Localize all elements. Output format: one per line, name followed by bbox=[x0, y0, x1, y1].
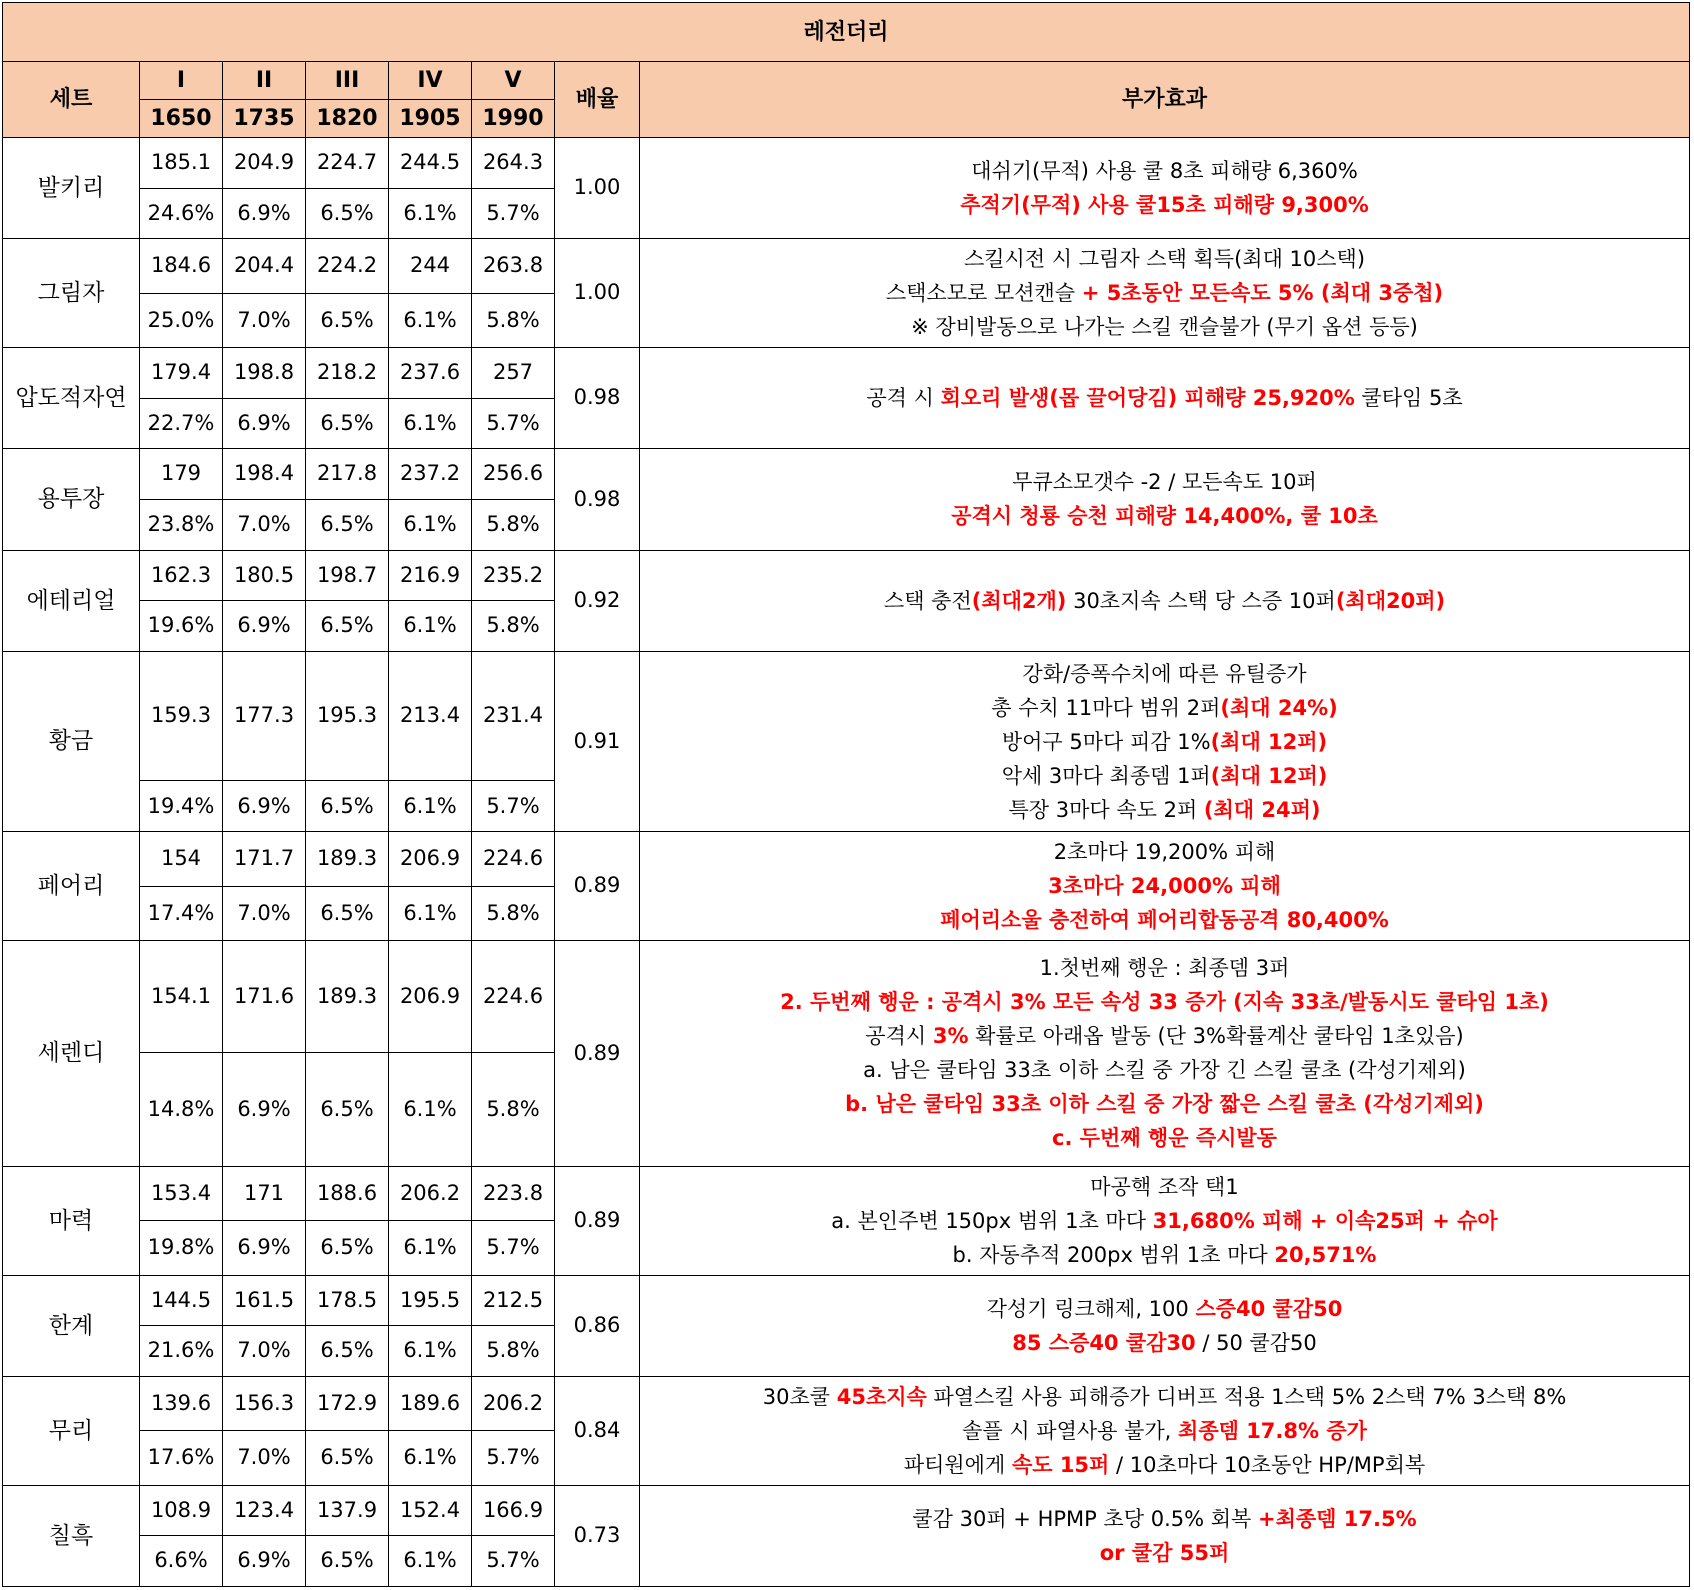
tier-pct-cell: 5.8% bbox=[472, 1326, 555, 1377]
tier-value-cell: 206.9 bbox=[389, 832, 472, 886]
table-row bbox=[3, 941, 1690, 1053]
tier-pct-cell: 6.1% bbox=[389, 1536, 472, 1587]
effect-cell bbox=[640, 348, 1690, 449]
tier-value-cell: 153.4 bbox=[140, 1166, 223, 1220]
effect-cell bbox=[640, 651, 1690, 831]
effect-text: 무큐소모갯수 -2 / 모든속도 10퍼 bbox=[1012, 470, 1317, 495]
tier-value-cell: 224.6 bbox=[472, 941, 555, 1053]
header-tier-value: 1820 bbox=[306, 100, 389, 138]
effect-highlight-text: 45초지속 bbox=[836, 1384, 927, 1409]
header-set: 세트 bbox=[3, 62, 140, 138]
tier-value-cell: 152.4 bbox=[389, 1485, 472, 1536]
tier-value-cell: 198.4 bbox=[223, 449, 306, 500]
effect-highlight-text: (최대 12퍼) bbox=[1210, 729, 1328, 754]
effect-highlight-text: (최대 24%) bbox=[1220, 695, 1338, 720]
tier-value-cell: 161.5 bbox=[223, 1275, 306, 1326]
tier-pct-cell: 5.7% bbox=[472, 1221, 555, 1275]
table-body bbox=[3, 138, 1690, 1587]
effect-text: 강화/증폭수치에 따른 유틸증가 bbox=[1022, 661, 1307, 686]
tier-pct-cell: 6.5% bbox=[306, 188, 389, 239]
effect-highlight-text: 20,571% bbox=[1274, 1242, 1377, 1267]
tier-pct-cell: 6.5% bbox=[306, 398, 389, 449]
effect-line bbox=[640, 310, 1689, 344]
tier-value-cell: 213.4 bbox=[389, 651, 472, 780]
effect-text: 방어구 5마다 피감 1% bbox=[1001, 729, 1211, 754]
effect-line bbox=[640, 985, 1689, 1019]
tier-value-cell: 204.9 bbox=[223, 138, 306, 189]
effect-text: 스택소모로 모션캔슬 bbox=[885, 281, 1082, 306]
multiplier-cell: 0.92 bbox=[555, 550, 640, 651]
tier-pct-cell: 5.8% bbox=[472, 601, 555, 652]
tier-pct-cell: 5.7% bbox=[472, 188, 555, 239]
tier-value-cell: 195.3 bbox=[306, 651, 389, 780]
effect-highlight-text: +최종뎀 17.5% bbox=[1258, 1506, 1417, 1531]
multiplier-cell: 1.00 bbox=[555, 138, 640, 239]
tier-pct-cell: 6.6% bbox=[140, 1536, 223, 1587]
multiplier-cell: 0.89 bbox=[555, 941, 640, 1167]
effect-text: / 50 쿨감50 bbox=[1195, 1330, 1317, 1355]
tier-pct-cell: 7.0% bbox=[223, 499, 306, 550]
effect-text: 공격시 bbox=[865, 1024, 933, 1049]
effect-cell bbox=[640, 138, 1690, 239]
multiplier-cell: 0.86 bbox=[555, 1275, 640, 1376]
table-row bbox=[3, 239, 1690, 293]
tier-value-cell: 171.7 bbox=[223, 832, 306, 886]
effect-line bbox=[640, 835, 1689, 869]
tier-pct-cell: 6.1% bbox=[389, 1052, 472, 1166]
effect-highlight-text: c. 두번째 행운 즉시발동 bbox=[1052, 1126, 1277, 1151]
effect-highlight-text: 공격시 청룡 승천 피해량 14,400%, 쿨 10초 bbox=[951, 504, 1378, 529]
tier-pct-cell: 6.1% bbox=[389, 293, 472, 347]
tier-value-cell: 224.6 bbox=[472, 832, 555, 886]
tier-pct-cell: 6.5% bbox=[306, 886, 389, 940]
effect-cell bbox=[640, 550, 1690, 651]
effect-line bbox=[640, 499, 1689, 533]
tier-pct-cell: 21.6% bbox=[140, 1326, 223, 1377]
tier-pct-cell: 5.8% bbox=[472, 1052, 555, 1166]
effect-text: 마공핵 조작 택1 bbox=[1090, 1174, 1239, 1199]
tier-pct-cell: 19.6% bbox=[140, 601, 223, 652]
tier-value-cell: 154.1 bbox=[140, 941, 223, 1053]
tier-value-cell: 237.6 bbox=[389, 348, 472, 399]
tier-value-cell: 257 bbox=[472, 348, 555, 399]
effect-text: 스택 충전 bbox=[883, 588, 972, 613]
tier-value-cell: 224.2 bbox=[306, 239, 389, 293]
tier-value-cell: 216.9 bbox=[389, 550, 472, 601]
multiplier-cell: 0.89 bbox=[555, 832, 640, 941]
tier-pct-cell: 6.9% bbox=[223, 1221, 306, 1275]
effect-highlight-text: (최대2개) bbox=[971, 588, 1067, 613]
tier-pct-cell: 5.8% bbox=[472, 293, 555, 347]
header-tier-roman: I bbox=[140, 62, 223, 100]
effect-line bbox=[640, 793, 1689, 827]
effect-line bbox=[640, 1502, 1689, 1536]
tier-pct-cell: 24.6% bbox=[140, 188, 223, 239]
tier-pct-cell: 6.1% bbox=[389, 601, 472, 652]
tier-pct-cell: 17.6% bbox=[140, 1431, 223, 1485]
tier-pct-cell: 7.0% bbox=[223, 886, 306, 940]
tier-value-cell: 189.3 bbox=[306, 832, 389, 886]
tier-pct-cell: 6.1% bbox=[389, 1326, 472, 1377]
table-row bbox=[3, 550, 1690, 601]
legendary-set-table bbox=[2, 2, 1690, 1587]
set-name: 무리 bbox=[3, 1376, 140, 1485]
effect-line bbox=[640, 657, 1689, 691]
effect-line bbox=[640, 1536, 1689, 1570]
effect-line bbox=[640, 242, 1689, 276]
tier-pct-cell: 6.5% bbox=[306, 1326, 389, 1377]
tier-value-cell: 264.3 bbox=[472, 138, 555, 189]
effect-line bbox=[640, 154, 1689, 188]
effect-highlight-text: 2. 두번째 행운 : 공격시 3% 모든 속성 33 증가 (지속 33초/발동시도 쿨타임 1초) bbox=[780, 990, 1549, 1015]
header-effect: 부가효과 bbox=[640, 62, 1690, 138]
effect-text: 쿨타임 5초 bbox=[1354, 386, 1463, 411]
effect-line bbox=[640, 276, 1689, 310]
tier-pct-cell: 5.7% bbox=[472, 1431, 555, 1485]
tier-value-cell: 263.8 bbox=[472, 239, 555, 293]
effect-highlight-text: 회오리 발생(몹 끌어당김) 피해량 25,920% bbox=[940, 386, 1355, 411]
tier-value-cell: 166.9 bbox=[472, 1485, 555, 1536]
effect-line bbox=[640, 465, 1689, 499]
effect-text: 각성기 링크해제, 100 bbox=[986, 1296, 1196, 1321]
tier-pct-cell: 6.5% bbox=[306, 601, 389, 652]
tier-pct-cell: 6.9% bbox=[223, 781, 306, 832]
tier-pct-cell: 6.9% bbox=[223, 1536, 306, 1587]
tier-pct-cell: 19.8% bbox=[140, 1221, 223, 1275]
tier-pct-cell: 14.8% bbox=[140, 1052, 223, 1166]
tier-value-cell: 189.3 bbox=[306, 941, 389, 1053]
effect-highlight-text: or 쿨감 55퍼 bbox=[1099, 1540, 1230, 1565]
effect-line bbox=[640, 759, 1689, 793]
tier-value-cell: 256.6 bbox=[472, 449, 555, 500]
table-row bbox=[3, 138, 1690, 189]
table-row bbox=[3, 1376, 1690, 1430]
effect-highlight-text: 31,680% 피해 + 이속25퍼 + 슈아 bbox=[1152, 1208, 1498, 1233]
multiplier-cell: 0.73 bbox=[555, 1485, 640, 1586]
tier-value-cell: 188.6 bbox=[306, 1166, 389, 1220]
tier-value-cell: 185.1 bbox=[140, 138, 223, 189]
tier-value-cell: 179 bbox=[140, 449, 223, 500]
set-name: 에테리얼 bbox=[3, 550, 140, 651]
set-name: 용투장 bbox=[3, 449, 140, 550]
effect-cell bbox=[640, 1376, 1690, 1485]
effect-cell bbox=[640, 1166, 1690, 1275]
effect-line bbox=[640, 584, 1689, 618]
effect-line bbox=[640, 725, 1689, 759]
effect-highlight-text: 추적기(무적) 사용 쿨15초 피해량 9,300% bbox=[960, 193, 1369, 218]
tier-pct-cell: 5.7% bbox=[472, 398, 555, 449]
tier-value-cell: 198.8 bbox=[223, 348, 306, 399]
effect-line bbox=[640, 381, 1689, 415]
effect-text: a. 본인주변 150px 범위 1초 마다 bbox=[831, 1208, 1153, 1233]
effect-text: 솔플 시 파열사용 불가, bbox=[962, 1418, 1179, 1443]
table-title: 레전더리 bbox=[3, 3, 1690, 62]
effect-text: 쿨감 30퍼 + HPMP 초당 0.5% 회복 bbox=[912, 1506, 1259, 1531]
tier-pct-cell: 7.0% bbox=[223, 293, 306, 347]
tier-value-cell: 206.2 bbox=[389, 1166, 472, 1220]
effect-text: 공격 시 bbox=[866, 386, 941, 411]
multiplier-cell: 0.98 bbox=[555, 449, 640, 550]
tier-pct-cell: 5.7% bbox=[472, 1536, 555, 1587]
set-name: 그림자 bbox=[3, 239, 140, 348]
table-row bbox=[3, 348, 1690, 399]
set-name: 압도적자연 bbox=[3, 348, 140, 449]
effect-cell bbox=[640, 1275, 1690, 1376]
effect-text: 2초마다 19,200% 피해 bbox=[1053, 840, 1276, 865]
tier-value-cell: 108.9 bbox=[140, 1485, 223, 1536]
tier-value-cell: 204.4 bbox=[223, 239, 306, 293]
effect-highlight-text: b. 남은 쿨타임 33초 이하 스킬 중 가장 짧은 스킬 쿨초 (각성기제외) bbox=[845, 1092, 1484, 1117]
tier-value-cell: 162.3 bbox=[140, 550, 223, 601]
tier-value-cell: 159.3 bbox=[140, 651, 223, 780]
tier-pct-cell: 5.7% bbox=[472, 781, 555, 832]
tier-value-cell: 172.9 bbox=[306, 1376, 389, 1430]
effect-text: 30초쿨 bbox=[762, 1384, 837, 1409]
effect-text: 특장 3마다 속도 2퍼 bbox=[1008, 797, 1204, 822]
effect-text: 확률로 아래옵 발동 (단 3%확률계산 쿨타임 1초있음) bbox=[968, 1024, 1464, 1049]
tier-pct-cell: 25.0% bbox=[140, 293, 223, 347]
header-tier-value: 1905 bbox=[389, 100, 472, 138]
effect-text: 파티원에게 bbox=[903, 1452, 1012, 1477]
tier-value-cell: 189.6 bbox=[389, 1376, 472, 1430]
effect-text: 1.첫번째 행운 : 최종뎀 3퍼 bbox=[1039, 956, 1290, 981]
tier-pct-cell: 6.1% bbox=[389, 781, 472, 832]
tier-value-cell: 156.3 bbox=[223, 1376, 306, 1430]
effect-line bbox=[640, 951, 1689, 985]
effect-highlight-text: + 5초동안 모든속도 5% (최대 3중첩) bbox=[1081, 281, 1444, 306]
tier-pct-cell: 6.9% bbox=[223, 188, 306, 239]
tier-pct-cell: 5.8% bbox=[472, 886, 555, 940]
header-tier-roman: V bbox=[472, 62, 555, 100]
set-name: 페어리 bbox=[3, 832, 140, 941]
tier-pct-cell: 19.4% bbox=[140, 781, 223, 832]
header-tier-value: 1735 bbox=[223, 100, 306, 138]
effect-highlight-text: 3% bbox=[932, 1024, 969, 1049]
effect-line bbox=[640, 869, 1689, 903]
header-tier-value: 1990 bbox=[472, 100, 555, 138]
tier-value-cell: 171 bbox=[223, 1166, 306, 1220]
tier-pct-cell: 6.9% bbox=[223, 398, 306, 449]
header-tier-roman: III bbox=[306, 62, 389, 100]
tier-pct-cell: 6.1% bbox=[389, 886, 472, 940]
multiplier-cell: 0.89 bbox=[555, 1166, 640, 1275]
effect-line bbox=[640, 1053, 1689, 1087]
effect-text: b. 자동추적 200px 범위 1초 마다 bbox=[952, 1242, 1275, 1267]
effect-cell bbox=[640, 239, 1690, 348]
table-row bbox=[3, 1485, 1690, 1536]
tier-value-cell: 123.4 bbox=[223, 1485, 306, 1536]
effect-line bbox=[640, 1292, 1689, 1326]
tier-pct-cell: 6.5% bbox=[306, 781, 389, 832]
effect-text: 스킬시전 시 그림자 스택 획득(최대 10스택) bbox=[963, 247, 1366, 272]
set-name: 마력 bbox=[3, 1166, 140, 1275]
effect-text: 파열스킬 사용 피해증가 디버프 적용 1스택 5% 2스택 7% 3스택 8% bbox=[926, 1384, 1567, 1409]
table-row bbox=[3, 832, 1690, 886]
tier-pct-cell: 6.9% bbox=[223, 601, 306, 652]
tier-value-cell: 179.4 bbox=[140, 348, 223, 399]
tier-pct-cell: 6.5% bbox=[306, 1536, 389, 1587]
tier-value-cell: 224.7 bbox=[306, 138, 389, 189]
effect-line bbox=[640, 188, 1689, 222]
tier-value-cell: 198.7 bbox=[306, 550, 389, 601]
effect-line bbox=[640, 1019, 1689, 1053]
tier-value-cell: 154 bbox=[140, 832, 223, 886]
tier-value-cell: 137.9 bbox=[306, 1485, 389, 1536]
tier-pct-cell: 6.5% bbox=[306, 293, 389, 347]
tier-pct-cell: 6.1% bbox=[389, 188, 472, 239]
tier-value-cell: 223.8 bbox=[472, 1166, 555, 1220]
effect-highlight-text: (최대 24퍼) bbox=[1203, 797, 1321, 822]
effect-highlight-text: (최대 12퍼) bbox=[1210, 763, 1328, 788]
tier-pct-cell: 22.7% bbox=[140, 398, 223, 449]
effect-highlight-text: 스증40 쿨감50 bbox=[1195, 1296, 1343, 1321]
tier-pct-cell: 23.8% bbox=[140, 499, 223, 550]
tier-value-cell: 139.6 bbox=[140, 1376, 223, 1430]
effect-line bbox=[640, 1414, 1689, 1448]
tier-value-cell: 180.5 bbox=[223, 550, 306, 601]
effect-text: 악세 3마다 최종뎀 1퍼 bbox=[1001, 763, 1211, 788]
effect-cell bbox=[640, 449, 1690, 550]
tier-value-cell: 237.2 bbox=[389, 449, 472, 500]
tier-value-cell: 244.5 bbox=[389, 138, 472, 189]
effect-cell bbox=[640, 1485, 1690, 1586]
tier-pct-cell: 17.4% bbox=[140, 886, 223, 940]
effect-text: ※ 장비발동으로 나가는 스킬 캔슬불가 (무기 옵션 등등) bbox=[911, 315, 1418, 340]
tier-value-cell: 217.8 bbox=[306, 449, 389, 500]
effect-line bbox=[640, 1448, 1689, 1482]
effect-line bbox=[640, 1087, 1689, 1121]
header-tier-roman: IV bbox=[389, 62, 472, 100]
tier-pct-cell: 7.0% bbox=[223, 1431, 306, 1485]
tier-pct-cell: 7.0% bbox=[223, 1326, 306, 1377]
effect-text: 대쉬기(무적) 사용 쿨 8초 피해량 6,360% bbox=[971, 159, 1358, 184]
effect-text: 30초지속 스택 당 스증 10퍼 bbox=[1066, 588, 1336, 613]
effect-line bbox=[640, 1326, 1689, 1360]
tier-pct-cell: 6.1% bbox=[389, 1431, 472, 1485]
table-row bbox=[3, 449, 1690, 500]
tier-pct-cell: 6.1% bbox=[389, 398, 472, 449]
set-name: 세렌디 bbox=[3, 941, 140, 1167]
tier-value-cell: 235.2 bbox=[472, 550, 555, 601]
tier-value-cell: 144.5 bbox=[140, 1275, 223, 1326]
tier-value-cell: 177.3 bbox=[223, 651, 306, 780]
tier-pct-cell: 6.5% bbox=[306, 499, 389, 550]
effect-highlight-text: 85 스증40 쿨감30 bbox=[1012, 1330, 1196, 1355]
tier-pct-cell: 6.5% bbox=[306, 1221, 389, 1275]
table-row bbox=[3, 1166, 1690, 1220]
header-tier-roman: II bbox=[223, 62, 306, 100]
multiplier-cell: 0.98 bbox=[555, 348, 640, 449]
effect-cell bbox=[640, 832, 1690, 941]
tier-value-cell: 195.5 bbox=[389, 1275, 472, 1326]
tier-pct-cell: 5.8% bbox=[472, 499, 555, 550]
tier-value-cell: 178.5 bbox=[306, 1275, 389, 1326]
multiplier-cell: 1.00 bbox=[555, 239, 640, 348]
table-row bbox=[3, 1275, 1690, 1326]
effect-line bbox=[640, 1380, 1689, 1414]
header-tier-value: 1650 bbox=[140, 100, 223, 138]
effect-highlight-text: 3초마다 24,000% 피해 bbox=[1048, 874, 1281, 899]
tier-value-cell: 244 bbox=[389, 239, 472, 293]
effect-highlight-text: (최대20퍼) bbox=[1335, 588, 1446, 613]
set-name: 발키리 bbox=[3, 138, 140, 239]
tier-value-cell: 218.2 bbox=[306, 348, 389, 399]
tier-value-cell: 206.9 bbox=[389, 941, 472, 1053]
effect-text: a. 남은 쿨타임 33초 이하 스킬 중 가장 긴 스킬 쿨초 (각성기제외) bbox=[863, 1058, 1466, 1083]
tier-value-cell: 212.5 bbox=[472, 1275, 555, 1326]
table-row bbox=[3, 651, 1690, 780]
multiplier-cell: 0.91 bbox=[555, 651, 640, 831]
effect-highlight-text: 속도 15퍼 bbox=[1011, 1452, 1110, 1477]
effect-line bbox=[640, 1204, 1689, 1238]
tier-value-cell: 206.2 bbox=[472, 1376, 555, 1430]
set-name: 황금 bbox=[3, 651, 140, 831]
set-name: 한계 bbox=[3, 1275, 140, 1376]
effect-line bbox=[640, 1121, 1689, 1155]
effect-line bbox=[640, 691, 1689, 725]
multiplier-cell: 0.84 bbox=[555, 1376, 640, 1485]
effect-line bbox=[640, 903, 1689, 937]
header-multiplier: 배율 bbox=[555, 62, 640, 138]
effect-line bbox=[640, 1238, 1689, 1272]
tier-value-cell: 171.6 bbox=[223, 941, 306, 1053]
effect-text: 총 수치 11마다 범위 2퍼 bbox=[991, 695, 1221, 720]
tier-value-cell: 184.6 bbox=[140, 239, 223, 293]
tier-pct-cell: 6.5% bbox=[306, 1431, 389, 1485]
effect-text: / 10초마다 10초동안 HP/MP회복 bbox=[1109, 1452, 1426, 1477]
set-name: 칠흑 bbox=[3, 1485, 140, 1586]
tier-value-cell: 231.4 bbox=[472, 651, 555, 780]
effect-cell bbox=[640, 941, 1690, 1167]
tier-pct-cell: 6.1% bbox=[389, 1221, 472, 1275]
tier-pct-cell: 6.5% bbox=[306, 1052, 389, 1166]
tier-pct-cell: 6.1% bbox=[389, 499, 472, 550]
tier-pct-cell: 6.9% bbox=[223, 1052, 306, 1166]
effect-highlight-text: 페어리소울 충전하여 페어리합동공격 80,400% bbox=[940, 908, 1389, 933]
effect-line bbox=[640, 1170, 1689, 1204]
effect-highlight-text: 최종뎀 17.8% 증가 bbox=[1178, 1418, 1367, 1443]
